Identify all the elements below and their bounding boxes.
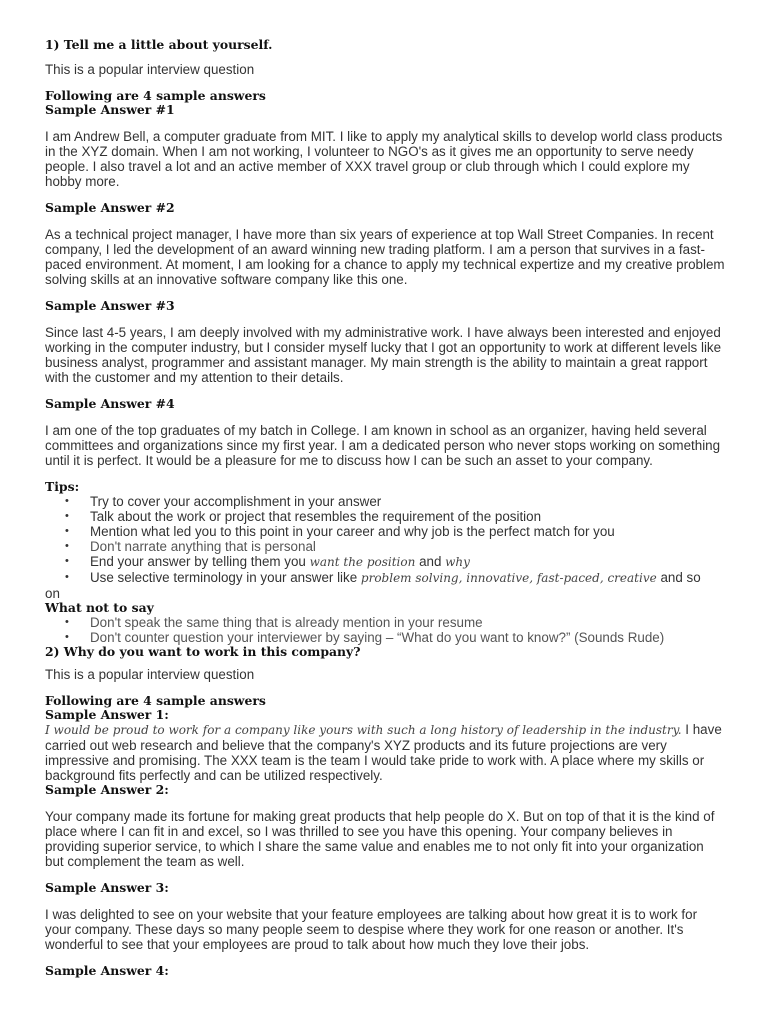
tip-emphasis: why (445, 555, 470, 569)
q2-answer2-title: Sample Answer 2: (45, 782, 169, 797)
not-to-say-title: What not to say (45, 600, 154, 615)
q1-answer4-title: Sample Answer #4 (45, 396, 175, 411)
tip-item: • Try to cover your accomplishment in your answer (45, 494, 725, 509)
tip-item: • Mention what led you to this point in your career and why job is the perfect match for you (45, 524, 725, 539)
q1-answer1-title: Sample Answer #1 (45, 102, 175, 117)
tips-list (45, 494, 725, 586)
tip-text: and so (656, 570, 701, 585)
q1-answer2-text: As a technical project manager, I have more than six years of experience at top Wall Street Companies. In recent company, I led the development of an award winning new trading platform. I am a person that survives in a fast-paced environment. At moment, I am looking for a chance to apply my technical expertize and my creative problem solving skills at an innovative software company like this one. (45, 227, 725, 287)
q2-answer3-title: Sample Answer 3: (45, 880, 169, 895)
document-page (45, 38, 725, 978)
q2-answer2-text: Your company made its fortune for making great products that help people do X. But on top of that it is the kind of place where I can fit in and excel, so I was thrilled to see you have this opening. Your company believes in providing superior service, to which I share the same value and enables me to not only fit into your organization but complement the team as well. (45, 809, 715, 869)
tip-text: End your answer by telling them you (90, 554, 310, 569)
q1-answer4-text: I am one of the top graduates of my batch in College. I am known in school as an organizer, having held several committees and organizations since my first year. I am a dedicated person who never stops working on something until it is perfect. It would be a pleasure for me to discuss how I can be such an asset to your company. (45, 423, 721, 468)
q1-answer1-text: I am Andrew Bell, a computer graduate from MIT. I like to apply my analytical skills to develop world class products in the XYZ domain. When I am not working, I volunteer to NGO's as it gives me an opportunity to serve needy people. I also travel a lot and an active member of XXX travel group or club through which I could explore my hobby more. (45, 129, 723, 189)
not-to-say-item: • Don't speak the same thing that is already mention in your resume (45, 615, 725, 630)
q1-heading: 1) Tell me a little about yourself. (45, 37, 273, 52)
q2-answer4-title: Sample Answer 4: (45, 963, 169, 978)
not-to-say-item: • Don't counter question your interviewer by saying – “What do you want to know?” (Sounds Rude) (45, 630, 725, 645)
q2-answer1-title: Sample Answer 1: (45, 707, 169, 722)
tips-title: Tips: (45, 479, 80, 494)
q1-answer2-title: Sample Answer #2 (45, 200, 175, 215)
tip-wrap: on (45, 586, 60, 601)
q2-intro: This is a popular interview question (45, 667, 255, 682)
q2-answer1-italic: I would be proud to work for a company like yours with such a long history of leadership in the industry. (45, 723, 682, 737)
q2-answer3-text: I was delighted to see on your website that your feature employees are talking about how great it is to work for your company. These days so many people seem to despise where they work for one reason or another. It's wonderful to see that your employees are proud to talk about how much they love their jobs. (45, 907, 698, 952)
tip-item: • Talk about the work or project that resembles the requirement of the position (45, 509, 725, 524)
tip-item (45, 554, 725, 570)
tip-item: • Don't narrate anything that is personal (45, 539, 725, 554)
q1-answer3-title: Sample Answer #3 (45, 298, 175, 313)
q2-answer1-text (45, 722, 725, 783)
q2-heading: 2) Why do you want to work in this company? (45, 644, 361, 659)
q2-answer1-body: I have carried out web research and believe that the company's XYZ products and its future projections are very impressive and promising. The XXX team is the team I would take pride to work with. A place where my skills or background fits perfectly and can be utilized respectively. (45, 722, 722, 783)
tip-emphasis: want the position (309, 555, 416, 569)
not-to-say-list (45, 615, 725, 645)
tip-text: Use selective terminology in your answer like (90, 570, 361, 585)
q1-following: Following are 4 sample answers (45, 88, 266, 103)
q1-answer3-text: Since last 4-5 years, I am deeply involved with my administrative work. I have always been interested and enjoyed working in the computer industry, but I consider myself lucky that I got an opportunity to work at different levels like business analyst, programmer and assistant manager. My main strength is the ability to maintain a great rapport with the customer and my attention to their details. (45, 325, 722, 385)
q1-intro: This is a popular interview question (45, 62, 255, 77)
tip-text: and (415, 554, 446, 569)
q2-following: Following are 4 sample answers (45, 693, 266, 708)
tip-item (45, 570, 725, 586)
tip-emphasis: problem solving, innovative, fast-paced, creative (360, 571, 657, 585)
